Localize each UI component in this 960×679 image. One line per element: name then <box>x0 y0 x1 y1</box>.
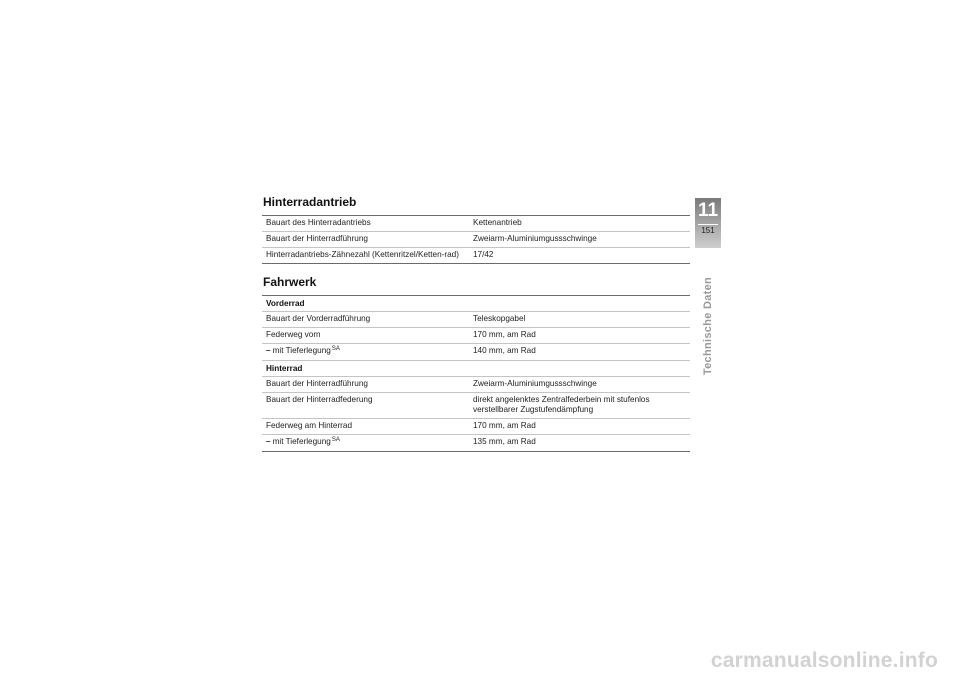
spec-value: 170 mm, am Rad <box>468 419 690 435</box>
subheading-row-rear <box>262 361 690 377</box>
watermark: carmanualsonline.info <box>710 649 938 672</box>
spec-label: Bauart der Hinterradführung <box>262 377 468 393</box>
option-superscript: SA <box>331 437 340 443</box>
section-rear-drive <box>262 194 690 264</box>
spec-value: 140 mm, am Rad <box>468 344 690 361</box>
spec-label: Bauart des Hinterradantriebs <box>262 216 468 232</box>
spec-label-cell <box>262 344 468 361</box>
rear-drive-table <box>262 215 690 264</box>
spec-value: direkt angelenktes Zentralfederbein mit stufenlos verstellbarer Zugstufendämpfung <box>468 393 690 419</box>
subheading-row-front <box>262 296 690 312</box>
spec-label: Hinterradantriebs-Zähnezahl (Kettenritzel/Ketten-rad) <box>266 250 459 259</box>
table-row <box>262 328 690 344</box>
spec-label: mit Tieferlegung <box>272 437 331 446</box>
list-dash: – <box>266 346 271 355</box>
spec-value: 17/42 <box>473 250 494 259</box>
spec-label: mit Tieferlegung <box>272 346 331 355</box>
subheading-front: Vorderrad <box>262 296 690 312</box>
chapter-number: 11 <box>697 200 719 221</box>
table-row <box>262 393 690 419</box>
chassis-table <box>262 295 690 452</box>
page-number: 151 <box>701 226 715 235</box>
list-dash: – <box>266 437 271 446</box>
spec-value: Kettenantrieb <box>468 216 690 232</box>
table-row <box>262 344 690 361</box>
spec-label-cell <box>262 435 468 452</box>
chapter-side-label: Technische Daten <box>702 276 714 376</box>
table-row <box>262 232 690 248</box>
spec-label: Bauart der Hinterradfederung <box>262 393 468 419</box>
spec-label: Federweg vorn <box>262 328 468 344</box>
chapter-divider <box>698 224 718 225</box>
table-row <box>262 216 690 232</box>
spec-label: Bauart der Hinterradführung <box>262 232 468 248</box>
spec-value: Teleskopgabel <box>468 312 690 328</box>
table-row <box>262 312 690 328</box>
table-row <box>262 377 690 393</box>
option-superscript: SA <box>331 346 340 352</box>
spec-value: Zweiarm-Aluminiumgussschwinge <box>468 377 690 393</box>
table-row <box>262 419 690 435</box>
spec-label: Federweg am Hinterrad <box>262 419 468 435</box>
chapter-tab <box>695 198 721 248</box>
spec-value: Zweiarm-Aluminiumgussschwinge <box>468 232 690 248</box>
spec-label: Bauart der Vorderradführung <box>262 312 468 328</box>
section-title-chassis: Fahrwerk <box>263 275 317 289</box>
section-chassis <box>262 274 690 452</box>
spec-value: 170 mm, am Rad <box>468 328 690 344</box>
section-title-rear-drive: Hinterradantrieb <box>263 195 357 209</box>
table-row <box>262 248 690 264</box>
subheading-rear: Hinterrad <box>262 361 690 377</box>
page-content <box>262 194 690 452</box>
spec-value: 135 mm, am Rad <box>473 437 536 446</box>
table-row <box>262 435 690 452</box>
